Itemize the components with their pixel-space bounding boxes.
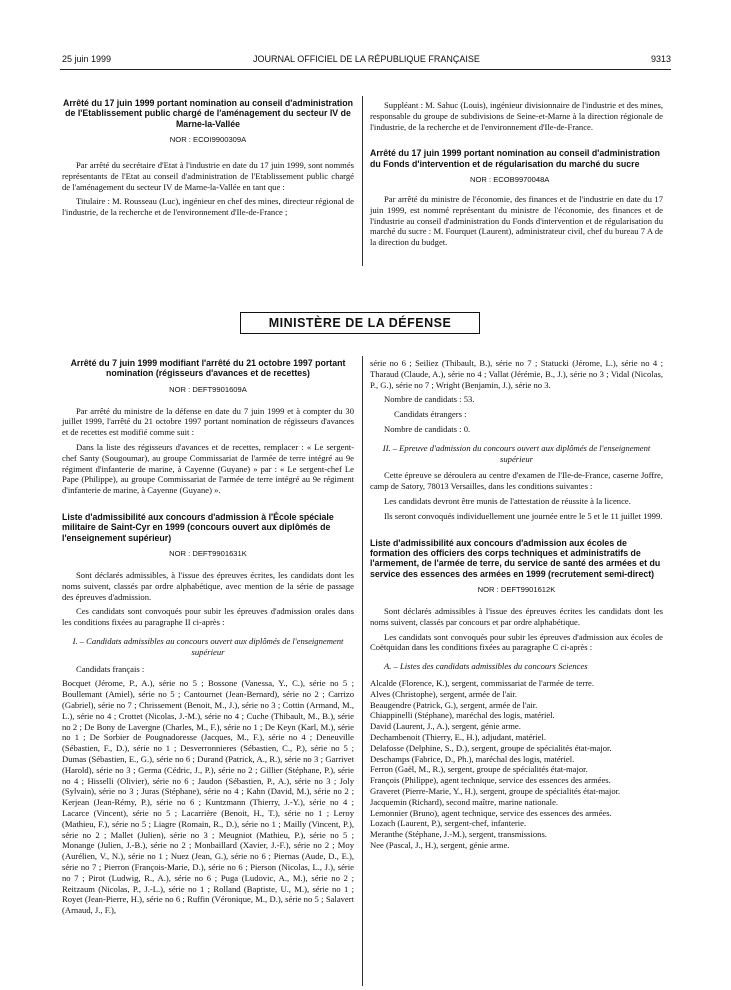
right-bottom-column — [370, 358, 663, 851]
list-item: David (Laurent, J., A.), sergent, génie arme. — [370, 721, 521, 732]
header-date: 25 juin 1999 — [62, 54, 112, 64]
page-header — [62, 54, 671, 68]
paragraph: Sont déclarés admissibles, à l'issue des épreuves écrites, les candidats dont les noms suivent, classés par ordre alphabétique, avec mention de la série de passage des épreuves d'admission. — [62, 570, 354, 602]
column-divider — [362, 96, 363, 266]
foreign-candidates-label: Candidats étrangers : — [394, 409, 467, 420]
candidate-list: Bocquet (Jérome, P., A.), série no 5 ; Bossone (Vanessa, Y., C.), série no 5 ; Boullemant (Amiel), série no 5 ; Cantournet (Jean-Bernard), série no 2 ; Carrizo (Gabriel), série no 7 ; Chrissement (Benoit, M., J.), série no 3 ; Cottin (Armand, M., L.), série no 4 ; Crottet (Nicolas, J.-M.), série no 4 ; Cuche (Thibault, M., B.), série no 2 ; De Bony de Lavergne (Charles, M., F.), série no 1 ; De Keyn (Karl, M.), série no 1 ; De Sorbier de Pougnadoresse (Jacques, M., F.), série no 4 ; Deneuville (Sébastien, F., D.), série no 1 ; Desverronnieres (Sébastien, C., P.), série no 5 ; Dumas (Sébastien, E., G.), série no 6 ; Durand (Patrick, A., R.), série no 3 ; Garrivet (Harold), série no 3 ; Germa (Cédric, J., P.), série no 2 ; Gillier (Stéphane, P.), série no 4 ; Hisselli (Olivier), série no 6 ; Jaudon (Sébastien, P., A.), série no 3 ; Joly (Sylvain), série no 3 ; Juras (Stéphane), série no 4 ; Kahn (David, M.), série no 2 ; Kerjean (Jean-Rémy, P.), série no 6 ; Kuntzmann (Thierry, J.-Y.), série no 4 ; Lacarce (Vincent), série no 5 ; Lacarrière (Benoit, H., T.), série no 1 ; Leroy (Mathieu, F.), série no 5 ; Liagre (Romain, R., D.), série no 1 ; Mailly (Vincent, P.), série no 2 ; Mallet (Julien), série no 3 ; Meugniot (Mathieu, P.), série no 5 ; Monange (Julien, J.-B.), série no 2 ; Monbaillard (Xavier, J.-F.), série no 2 ; Moy (Aurélien, V., N.), série no 1 ; Nuez (Jean, G.), série no 6 ; Piernas (Aude, D., E.), série no 7 ; Pierron (François-Marie, D.), série no 6 ; Pierson (Nicolas, L., J.), série no 7 ; Pirot (Ludwig, R., A.), série no 6 ; Puga (Ludovic, A., M.), série no 2 ; Reitzaum (Nicolas, P., J.-L.), série no 1 ; Rolland (Baptiste, U., M.), série no 1 ; Royet (Jean-Pierre, H.), série no 6 ; Ruffin (Véronique, M., D.), série no 5 ; Salavert (Arnaud, J., F.), — [62, 678, 354, 916]
list-item: Delafosse (Delphine, S., D.), sergent, groupe de spécialités état-major. — [370, 742, 612, 753]
decree-title: Arrêté du 17 juin 1999 portant nomination au conseil d'administration de l'Etablissement public chargé de l'aménagement du secteur IV de Marne-la-Vallée — [63, 98, 353, 129]
paragraph: Sont déclarés admissibles à l'issue des épreuves écrites les candidats dont les noms suivent, classés par concours et par ordre alphabétique. — [370, 605, 663, 627]
paragraph: Ils seront convoqués individuellement une journée entre le 5 et le 11 juillet 1999. — [384, 510, 663, 521]
paragraph: Cette épreuve se déroulera au centre d'examen de l'Ile-de-France, caserne Joffre, camp de Satory, 78013 Versailles, dans les conditions suivantes : — [370, 470, 663, 492]
left-top-column — [62, 98, 354, 222]
nor-reference: NOR : ECOB9970048A — [470, 175, 550, 185]
list-item: Deschamps (Fabrice, D., Ph.), maréchal des logis, matériel. — [370, 753, 575, 764]
paragraph: Par arrêté du ministre de l'économie, des finances et de l'industrie en date du 17 juin 1999, est nommé représentant du ministre de l'économie, des finances et de l'industrie au conseil d'administration du Fonds d'intervention et de régularisation du marché du sucre : M. Fourquet (Laurent), administrateur civil, chef du bureau 7 A de la direction du budget. — [370, 194, 663, 248]
paragraph: Ces candidats sont convoqués pour subir les épreuves d'admission orales dans les conditions fixées au paragraphe II ci-après : — [62, 606, 354, 628]
nor-reference: NOR : DEFT9901609A — [169, 384, 247, 394]
header-page-number: 9313 — [650, 54, 671, 64]
section-subheading: A. – Listes des candidats admissibles du concours Sciences — [384, 661, 588, 672]
section-subheading: II. – Epreuve d'admission du concours ouvert aux diplômés de l'enseignement supérieur — [382, 442, 651, 464]
list-item: Graveret (Pierre-Marie, Y., H.), sergent, groupe de spécialités état-major. — [370, 785, 621, 796]
nor-reference: NOR : DEFT9901612K — [477, 585, 556, 595]
list-item: Alves (Christophe), sergent, armée de l'air. — [370, 688, 517, 699]
list-item: Jacquemin (Richard), second maître, marine nationale. — [370, 796, 559, 807]
nor-reference: NOR : ECOI9900309A — [169, 135, 247, 145]
list-item: Dechambenoit (Thierry, E., H.), adjudant, matériel. — [370, 731, 547, 742]
candidate-count: Nombre de candidats : 53. — [384, 394, 475, 405]
list-item: Lozach (Laurent, P.), sergent-chef, infanterie. — [370, 818, 527, 829]
nor-reference: NOR : DEFT9901631K — [169, 549, 247, 559]
left-bottom-column — [62, 358, 354, 920]
ministry-heading: MINISTÈRE DE LA DÉFENSE — [240, 312, 480, 334]
right-top-column — [370, 100, 663, 252]
paragraph: Par arrêté du secrétaire d'Etat à l'industrie en date du 17 juin 1999, sont nommés représentants de l'Etat au conseil d'administration de l'Etablissement public chargé de l'aménagement du secteur IV de Marne-la-Vallée en tant que : — [62, 160, 354, 192]
list-item: Lemonnier (Bruno), agent technique, service des essences des armées. — [370, 807, 612, 818]
candidate-count: Nombre de candidats : 0. — [384, 423, 471, 434]
candidates-label: Candidats français : — [76, 663, 145, 674]
column-divider — [362, 356, 363, 986]
paragraph: Suppléant : M. Sahuc (Louis), ingénieur divisionnaire de l'industrie et des mines, responsable du groupe de subdivisions de Seine-et-Marne à la direction régionale de l'industrie, de la recherche et de l'environnement d'Ile-de-France. — [370, 100, 663, 132]
list-item: Chiappinelli (Stéphane), maréchal des logis, matériel. — [370, 710, 555, 721]
section-subheading: I. – Candidats admissibles au concours ouvert aux diplômés de l'enseignement supérieur — [72, 635, 344, 657]
header-rule — [60, 69, 671, 70]
list-item: Nee (Pascal, J., H.), sergent, génie arme. — [370, 839, 510, 850]
list-item: Meranthe (Stéphane, J.-M.), sergent, transmissions. — [370, 829, 547, 840]
decree-title: Arrêté du 7 juin 1999 modifiant l'arrêté du 21 octobre 1997 portant nomination (régisseurs d'avances et de recettes) — [70, 358, 346, 379]
paragraph: Les candidats devront être munis de l'attestation de réussite à la licence. — [384, 495, 631, 506]
list-item: Alcalde (Florence, K.), sergent, commissariat de l'armée de terre. — [370, 677, 595, 688]
decree-title: Arrêté du 17 juin 1999 portant nomination au conseil d'administration du Fonds d'intervention et de régularisation du marché du sucre — [370, 148, 660, 169]
list-title: Liste d'admissibilité aux concours d'admission à l'École spéciale militaire de Saint-Cyr en 1999 (concours ouvert aux diplômés de l'enseignement supérieur) — [62, 511, 334, 543]
list-item: Beaugendre (Patrick, G.), sergent, armée de l'air. — [370, 699, 538, 710]
list-item: François (Philippe), agent technique, service des essences des armées. — [370, 775, 611, 786]
paragraph: Dans la liste des régisseurs d'avances et de recettes, remplacer : « Le sergent-chef Santy (Sougoumar), au groupe Commissariat de l'armée de terre intégré au 9e régiment d'infanterie de marine, à Cayenne (Guyane) » par : « Le sergent-chef Le Pape (Philippe), au groupe Commissariat de l'armée de terre intégré au 9e régiment d'infanterie de marine, à Cayenne (Guyane) ». — [62, 442, 354, 496]
list-item: Ferron (Gaël, M., R.), sergent, groupe de spécialités état-major. — [370, 764, 588, 775]
paragraph: Titulaire : M. Rousseau (Luc), ingénieur en chef des mines, directeur régional de l'industrie, de la recherche et de l'environnement d'Ile-de-France ; — [62, 196, 354, 218]
admissible-names-list — [370, 678, 663, 851]
candidate-list-continued: série no 6 ; Seiliez (Thibault, B.), série no 7 ; Statucki (Jérome, L.), série no 4 ; Tharaud (Claude, A.), série no 4 ; Vallat (Jérémie, B., J.), série no 3 ; Vidal (Nicolas, P., G.), série no 7 ; Wright (Benjamin, J.), série no 3. — [370, 358, 663, 390]
paragraph: Les candidats sont convoqués pour subir les épreuves d'admission aux écoles de Coëtquidan dans les conditions fixées au paragraphe C ci-après : — [370, 631, 663, 653]
header-journal-title: JOURNAL OFFICIEL DE LA RÉPUBLIQUE FRANÇAISE — [253, 54, 480, 64]
list-title: Liste d'admissibilité aux concours d'admission aux écoles de formation des officiers des corps techniques et administratifs de l'armement, de l'armée de terre, du service de santé des armées et du service des essences des armées en 1999 (recrutement semi-direct) — [370, 537, 661, 579]
paragraph: Par arrêté du ministre de la défense en date du 7 juin 1999 et à compter du 30 juillet 1999, l'arrêté du 21 octobre 1997 portant nomination de régisseurs d'avances et de recettes est modifié comme suit : — [62, 405, 354, 438]
